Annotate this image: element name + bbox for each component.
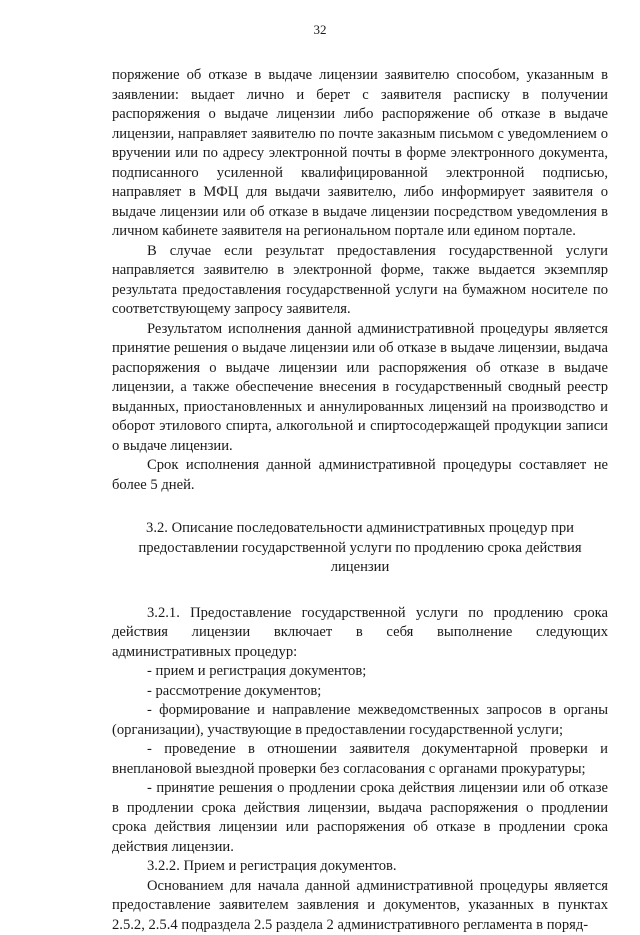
paragraph-procedure-basis: Основанием для начала данной административной процедуры является предоставление заявителем заявления и документов, указанных в пунктах 2.5.2, 2.5.4 подраздела 2.5 раздела 2 административного регламента в поряд-: [112, 877, 608, 935]
paragraph-electronic-result: В случае если результат предоставления государственной услуги направляется заявителю в электронной форме, также выдается экземпляр результата предоставления государственной услуги на бумажном носителе по соответствующему запросу заявителя.: [112, 242, 608, 320]
list-item: - прием и регистрация документов;: [112, 662, 608, 682]
page-number: 32: [0, 22, 640, 38]
section-heading-line: предоставлении государственной услуги по продлению срока действия: [112, 539, 608, 559]
list-item: - принятие решения о продлении срока действия лицензии или об отказе в продлении срока действия лицензии, выдача распоряжения о продлении срока действия лицензии или распоряжения об отказе в продлении срока действия лицензии.: [112, 779, 608, 857]
document-body: [112, 66, 608, 935]
list-item: - проведение в отношении заявителя документарной проверки и внеплановой выездной проверки без согласования с органами прокуратуры;: [112, 740, 608, 779]
list-item: - формирование и направление межведомственных запросов в органы (организации), участвующие в предоставлении государственной услуги;: [112, 701, 608, 740]
paragraph-procedure-term: Срок исполнения данной административной процедуры составляет не более 5 дней.: [112, 456, 608, 495]
paragraph-procedure-result: Результатом исполнения данной административной процедуры является принятие решения о выдаче лицензии или об отказе в выдаче лицензии, выдача распоряжения о выдаче лицензии или распоряжения об отказе в выдаче лицензии, а также обеспечение внесения в государственный сводный реестр выданных, приостановленных и аннулированных лицензий на производство и оборот этилового спирта, алкогольной и спиртосодержащей продукции записи о выдаче лицензии.: [112, 320, 608, 457]
paragraph-procedures-intro: 3.2.1. Предоставление государственной услуги по продлению срока действия лицензии включает в себя выполнение следующих административных процедур:: [112, 604, 608, 663]
section-heading-line: 3.2. Описание последовательности административных процедур при: [112, 519, 608, 539]
list-item: - рассмотрение документов;: [112, 682, 608, 702]
section-heading-line: лицензии: [112, 558, 608, 578]
paragraph-subsection-heading: 3.2.2. Прием и регистрация документов.: [112, 857, 608, 877]
paragraph-order-delivery: поряжение об отказе в выдаче лицензии заявителю способом, указанным в заявлении: выдает лично и берет с заявителя расписку в получении распоряжения о выдаче лицензии либо распоряжение об отказе в выдаче лицензии, направляет заявителю по почте заказным письмом с уведомлением о вручении или по адресу электронной почты в форме электронного документа, подписанного усиленной квалифицированной электронной подписью, направляет в МФЦ для выдачи заявителю, либо информирует заявителя о выдаче лицензии или об отказе в выдаче лицензии посредством уведомления в личном кабинете заявителя на региональном портале или едином портале.: [112, 66, 608, 242]
section-heading: [112, 519, 608, 578]
